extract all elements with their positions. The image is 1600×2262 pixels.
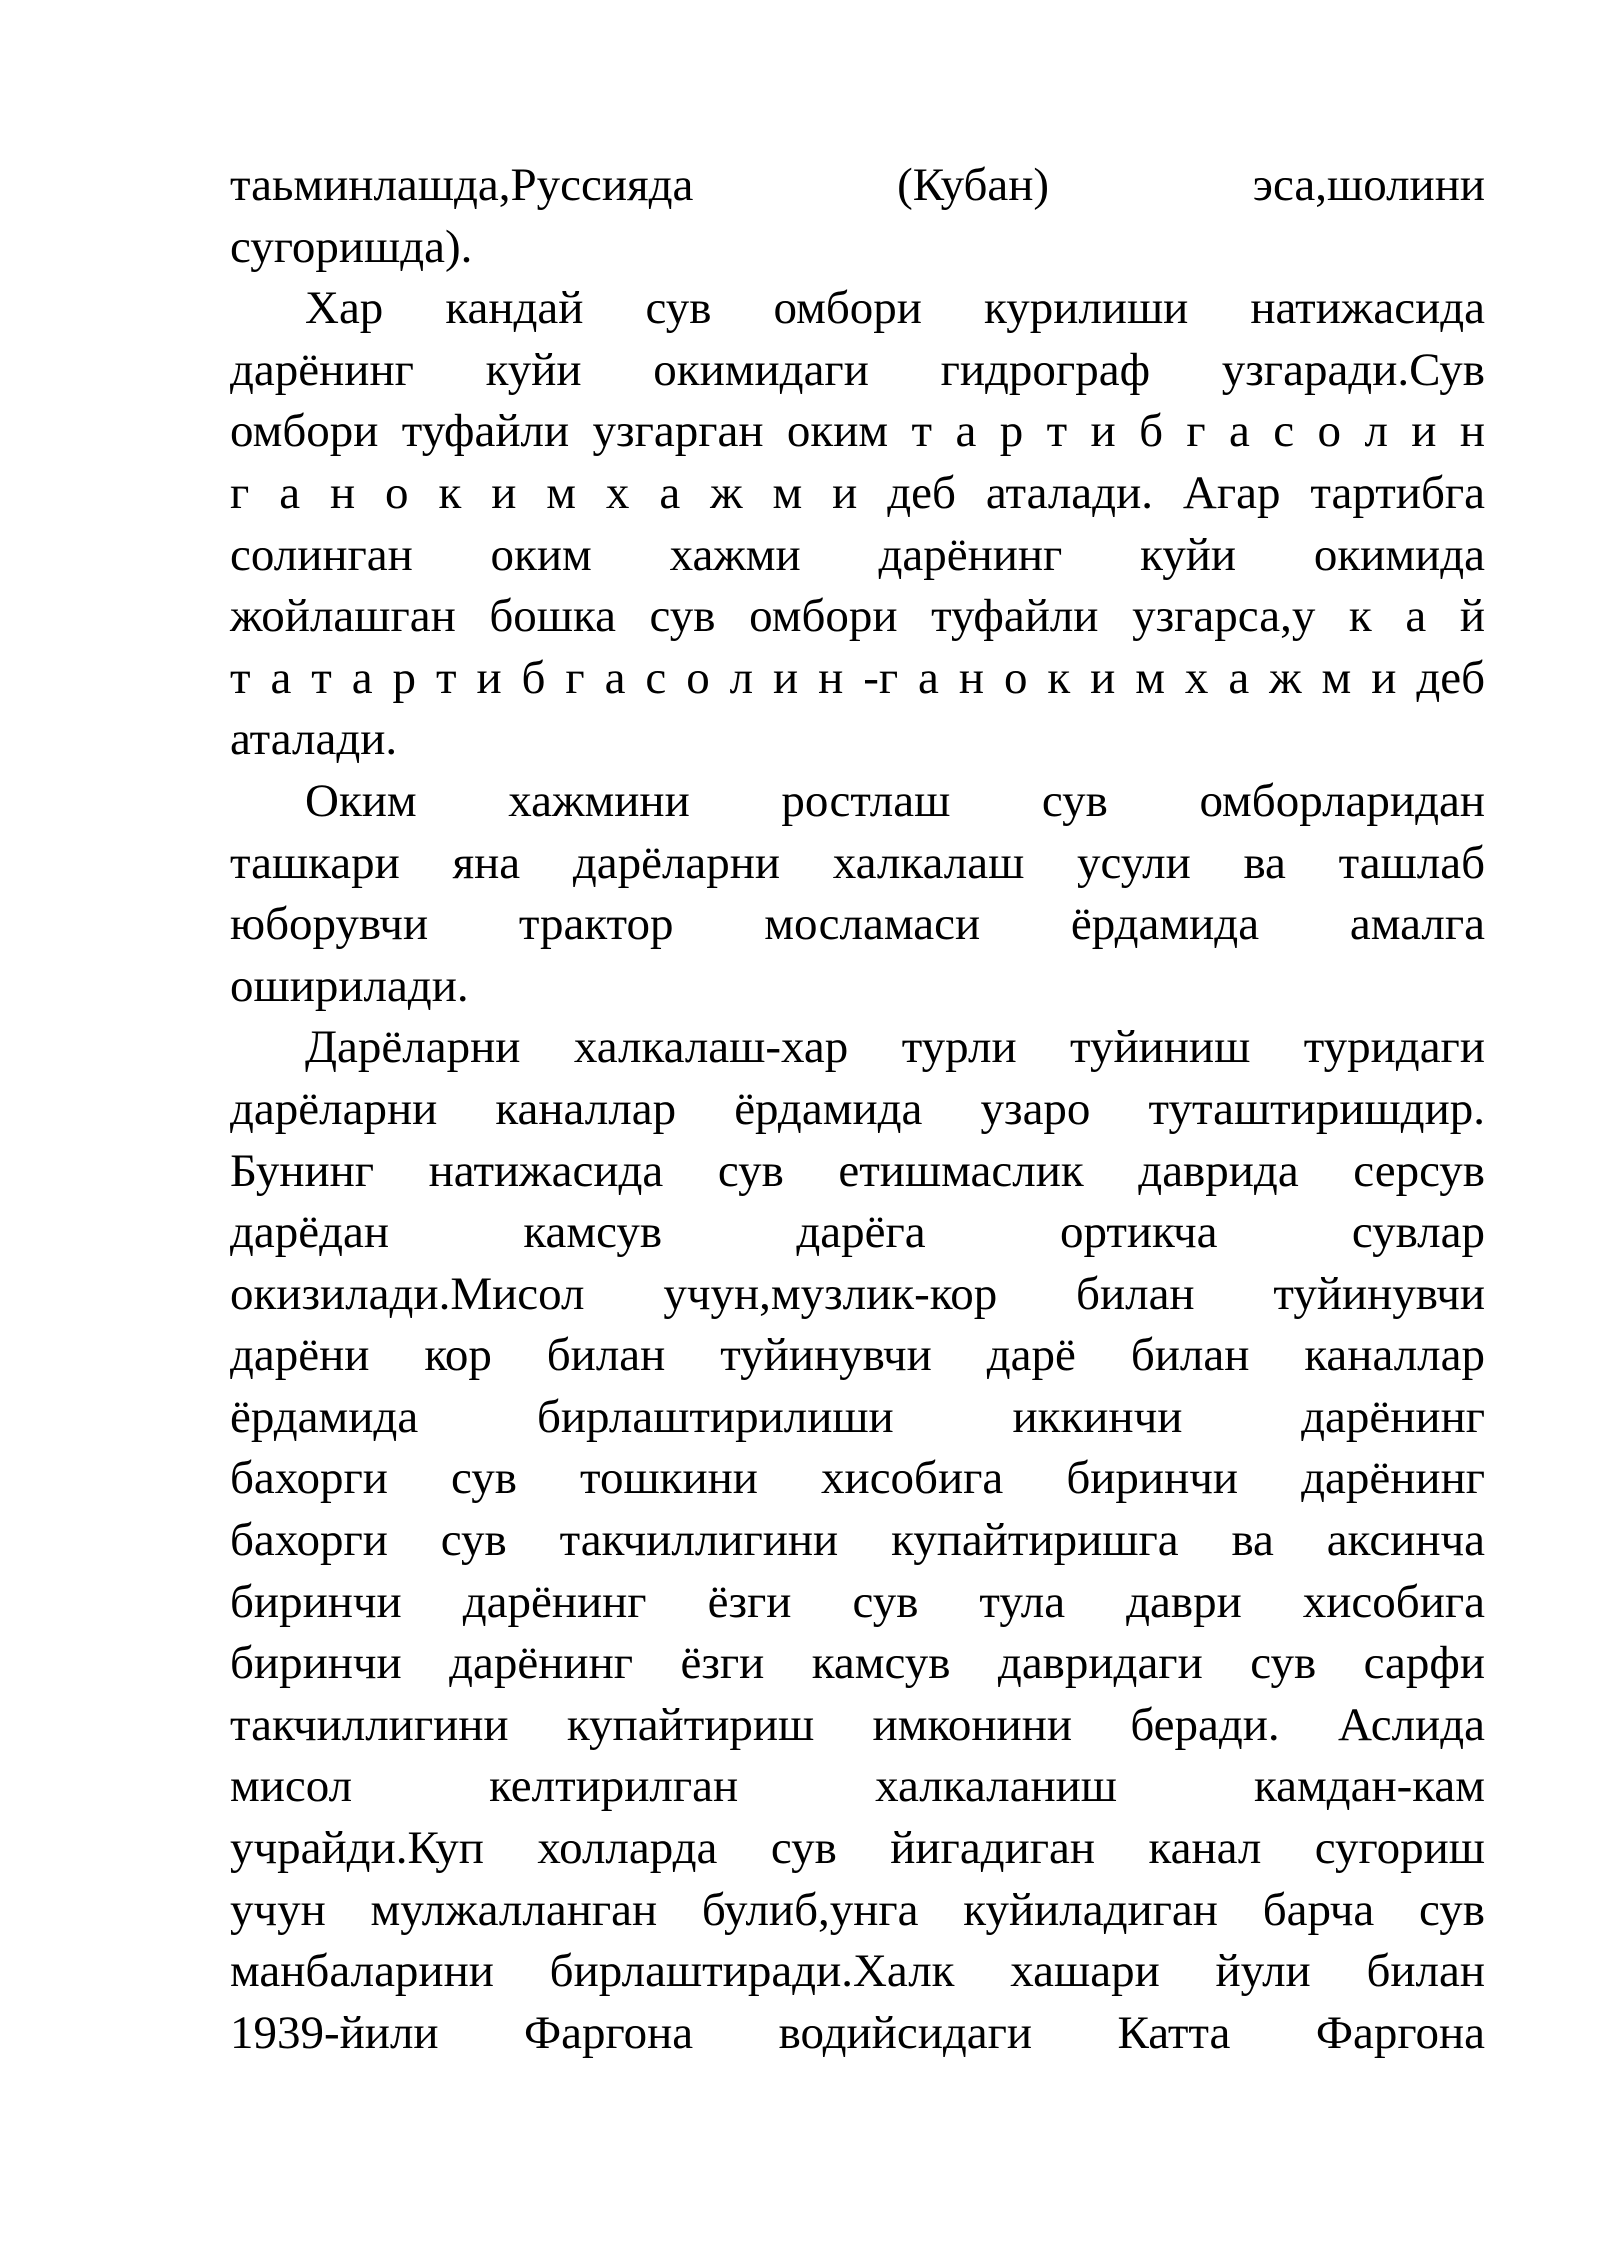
text-line: дарёнинг куйи окимидаги гидрограф узгаради.Сув <box>230 343 1485 396</box>
text-line: дарёни кор билан туйинувчи дарё билан каналлар <box>230 1329 1485 1382</box>
text-line: такчиллигини купайтириш имконини беради. Аслида <box>230 1698 1485 1751</box>
text-line: юборувчи трактор мосламаси ёрдамида амалга <box>230 898 1485 951</box>
paragraph-start-line: Оким хажмини ростлаш сув омборларидан <box>305 774 1485 827</box>
text-line: биринчи дарёнинг ёзги сув тула даври хисобига <box>230 1575 1485 1628</box>
text-line: окизилади.Мисол учун,музлик-кор билан туйинувчи <box>230 1267 1485 1320</box>
paragraph-start-line: Дарёларни халкалаш-хар турли туйиниш туридаги <box>305 1021 1485 1074</box>
text-line: Бунинг натижасида сув етишмаслик даврида серсув <box>230 1144 1485 1197</box>
text-line: ёрдамида бирлаштирилиши иккинчи дарёнинг <box>230 1390 1485 1443</box>
body-text <box>230 155 1485 2064</box>
text-line: учун мулжалланган булиб,унга куйиладиган барча сув <box>230 1883 1485 1936</box>
text-line: бахорги сув такчиллигини купайтиришга ва аксинча <box>230 1514 1485 1567</box>
text-line: учрайди.Куп холларда сув йигадиган канал сугориш <box>230 1822 1485 1875</box>
text-line: солинган оким хажми дарёнинг куйи окимида <box>230 528 1485 581</box>
text-line: мисол келтирилган халкаланиш камдан-кам <box>230 1760 1485 1813</box>
text-line: т а т а р т и б г а с о л и н -г а н о к и м х а ж м и деб <box>230 651 1485 704</box>
text-line: биринчи дарёнинг ёзги камсув давридаги сув сарфи <box>230 1637 1485 1690</box>
text-line: сугоришда). <box>230 220 473 273</box>
text-line: манбаларини бирлаштиради.Халк хашари йули билан <box>230 1945 1485 1998</box>
text-line: таьминлашда,Руссияда (Кубан) эса,шолини <box>230 159 1485 211</box>
text-line: аталади. <box>230 713 398 766</box>
paragraph-start-line: Хар кандай сув омбори курилиши натижасида <box>305 282 1485 335</box>
text-line: омбори туфайли узгарган оким т а р т и б г а с о л и н <box>230 405 1485 458</box>
text-line: дарёдан камсув дарёга ортикча сувлар <box>230 1206 1485 1259</box>
text-line: 1939-йили Фаргона водийсидаги Катта Фаргона <box>230 2006 1485 2059</box>
text-line: г а н о к и м х а ж м и деб аталади. Агар тартибга <box>230 466 1485 519</box>
text-line: бахорги сув тошкини хисобига биринчи дарёнинг <box>230 1452 1485 1505</box>
text-line: жойлашган бошка сув омбори туфайли узгарса,у к а й <box>230 590 1485 643</box>
text-line: оширилади. <box>230 959 469 1012</box>
text-line: дарёларни каналлар ёрдамида узаро туташтиришдир. <box>230 1082 1485 1135</box>
text-line: ташкари яна дарёларни халкалаш усули ва ташлаб <box>230 836 1485 889</box>
